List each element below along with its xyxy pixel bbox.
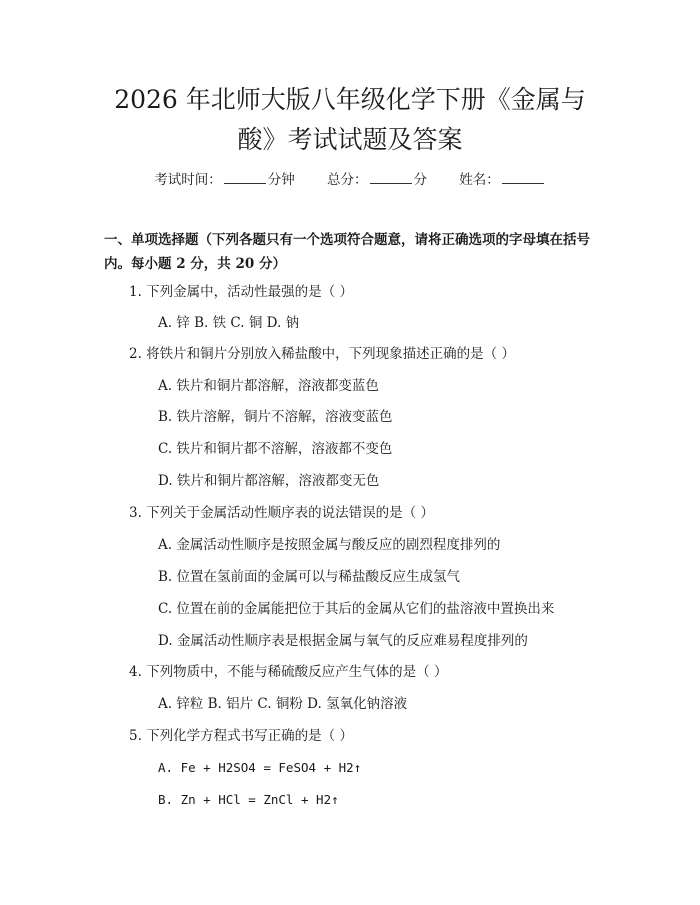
option-line: A. Fe + H2SO4 = FeSO4 + H2↑: [158, 760, 362, 775]
option-line: A. 锌 B. 铁 C. 铜 D. 钠: [158, 315, 300, 331]
option-line: B. 铁片溶解，铜片不溶解，溶液变蓝色: [158, 409, 393, 425]
name-blank: [502, 171, 544, 184]
question-stem: 3. 下列关于金属活动性顺序表的说法错误的是（ ）: [129, 505, 434, 521]
score-blank: [370, 171, 412, 184]
question-stem: 2. 将铁片和铜片分别放入稀盐酸中，下列现象描述正确的是（ ）: [129, 346, 515, 362]
option-line: A. 锌粒 B. 铝片 C. 铜粉 D. 氢氧化钠溶液: [158, 696, 408, 712]
option-line: B. 位置在氢前面的金属可以与稀盐酸反应生成氢气: [158, 569, 461, 585]
title-line-1: 2026 年北师大版八年级化学下册《金属与: [114, 85, 586, 114]
option-line: C. 位置在前的金属能把位于其后的金属从它们的盐溶液中置换出来: [158, 601, 555, 617]
exam-time: [154, 168, 295, 188]
option-line: C. 铁片和铜片都不溶解，溶液都不变色: [158, 441, 393, 457]
student-name: [459, 168, 546, 188]
score-label: 总分：: [327, 172, 368, 188]
page-title: [90, 80, 610, 160]
score-unit: 分: [413, 172, 427, 188]
option-line: D. 铁片和铜片都溶解，溶液都变无色: [158, 473, 380, 489]
option-line: A. 金属活动性顺序是按照金属与酸反应的剧烈程度排列的: [158, 537, 501, 553]
question-stem: 1. 下列金属中，活动性最强的是（ ）: [129, 284, 353, 300]
question-stem: 4. 下列物质中，不能与稀硫酸反应产生气体的是（ ）: [129, 664, 448, 680]
time-blank: [224, 171, 266, 184]
question-stem: 5. 下列化学方程式书写正确的是（ ）: [129, 728, 353, 744]
option-line: D. 金属活动性顺序表是根据金属与氧气的反应难易程度排列的: [158, 633, 528, 649]
time-label: 考试时间：: [154, 172, 222, 188]
exam-meta: [0, 168, 700, 188]
section-heading: 一、单项选择题（下列各题只有一个选项符合题意，请将正确选项的字母填在括号内。每小题 2 分，共 20 分）: [104, 232, 590, 272]
option-line: A. 铁片和铜片都溶解，溶液都变蓝色: [158, 378, 379, 394]
name-label: 姓名：: [459, 172, 500, 188]
option-line: B. Zn + HCl = ZnCl + H2↑: [158, 792, 339, 807]
title-line-2: 酸》考试试题及答案: [237, 125, 463, 154]
exam-score: [327, 168, 427, 188]
time-unit: 分钟: [267, 172, 295, 188]
